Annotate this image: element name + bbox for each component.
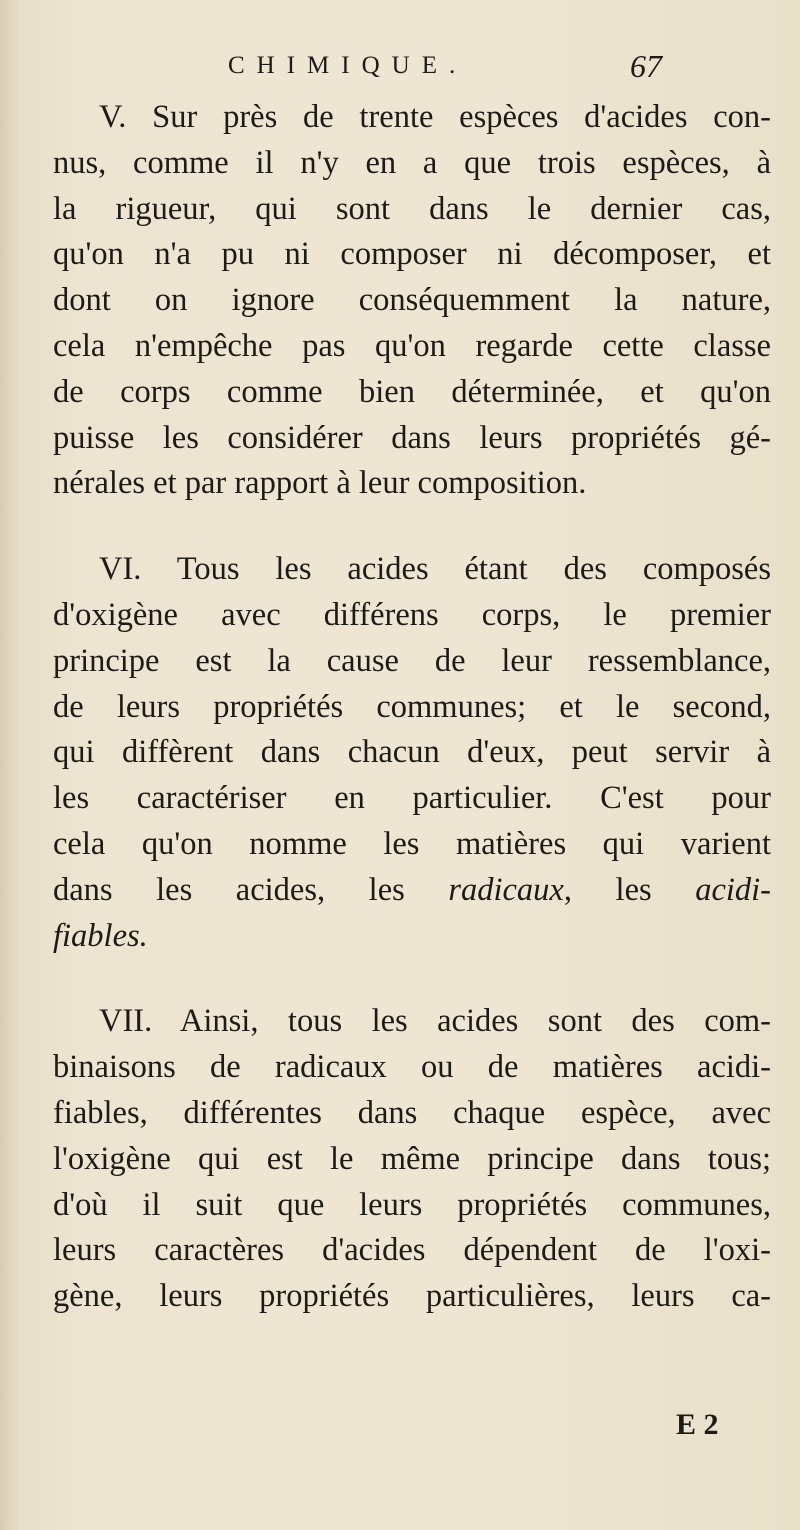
page-header <box>218 50 718 90</box>
text-line-mixed <box>53 868 771 914</box>
italic-term-radicaux: radicaux <box>448 871 564 908</box>
text-line: d'oxigène avec différens corps, le premier <box>53 596 771 633</box>
text-line: de corps comme bien déterminée, et qu'on <box>53 373 771 410</box>
text-line: dont on ignore conséquemment la nature, <box>53 282 771 319</box>
text-line: qui diffèrent dans chacun d'eux, peut servir à <box>53 734 771 771</box>
text-run: , les <box>563 871 696 908</box>
running-title: CHIMIQUE. <box>228 52 468 79</box>
paragraph-spacer <box>53 959 771 999</box>
text-line: leurs caractères d'acides dépendent de l'oxi- <box>53 1232 771 1269</box>
text-line: puisse les considérer dans leurs propriétés gé- <box>53 419 771 456</box>
paragraph-spacer <box>53 507 771 547</box>
paragraph-vi <box>53 547 771 959</box>
text-line: cela n'empêche pas qu'on regarde cette classe <box>53 327 771 364</box>
text-line: nérales et par rapport à leur composition. <box>53 465 587 502</box>
text-line: les caractériser en particulier. C'est pour <box>53 780 771 817</box>
text-line: fiables, différentes dans chaque espèce, avec <box>53 1094 771 1131</box>
text-line: VII. Ainsi, tous les acides sont des com- <box>99 1003 771 1040</box>
text-line: cela qu'on nomme les matières qui varient <box>53 825 771 862</box>
text-line: la rigueur, qui sont dans le dernier cas, <box>53 190 771 227</box>
text-line: d'où il suit que leurs propriétés communes, <box>53 1186 771 1223</box>
text-line: l'oxigène qui est le même principe dans tous; <box>53 1140 771 1177</box>
text-line: de leurs propriétés communes; et le second, <box>53 688 771 725</box>
text-line: qu'on n'a pu ni composer ni décomposer, et <box>53 236 771 273</box>
text-run: dans les acides, les <box>53 871 449 908</box>
signature-mark: E 2 <box>676 1408 719 1441</box>
page-gutter-shadow <box>0 0 18 1530</box>
text-line: principe est la cause de leur ressemblance, <box>53 642 771 679</box>
body-text <box>53 95 771 1320</box>
text-line: gène, leurs propriétés particulières, leurs ca- <box>53 1278 771 1315</box>
text-line: nus, comme il n'y en a que trois espèces, à <box>53 144 771 181</box>
paragraph-vii <box>53 999 771 1320</box>
text-line: binaisons de radicaux ou de matières acidi- <box>53 1049 771 1086</box>
text-line: V. Sur près de trente espèces d'acides con- <box>99 99 771 135</box>
page-number: 67 <box>630 48 662 84</box>
italic-term-acidifiables: acidi- <box>695 871 772 908</box>
paragraph-v <box>53 95 771 507</box>
text-line: VI. Tous les acides étant des composés <box>99 551 771 588</box>
text-line: fiables. <box>53 917 148 954</box>
